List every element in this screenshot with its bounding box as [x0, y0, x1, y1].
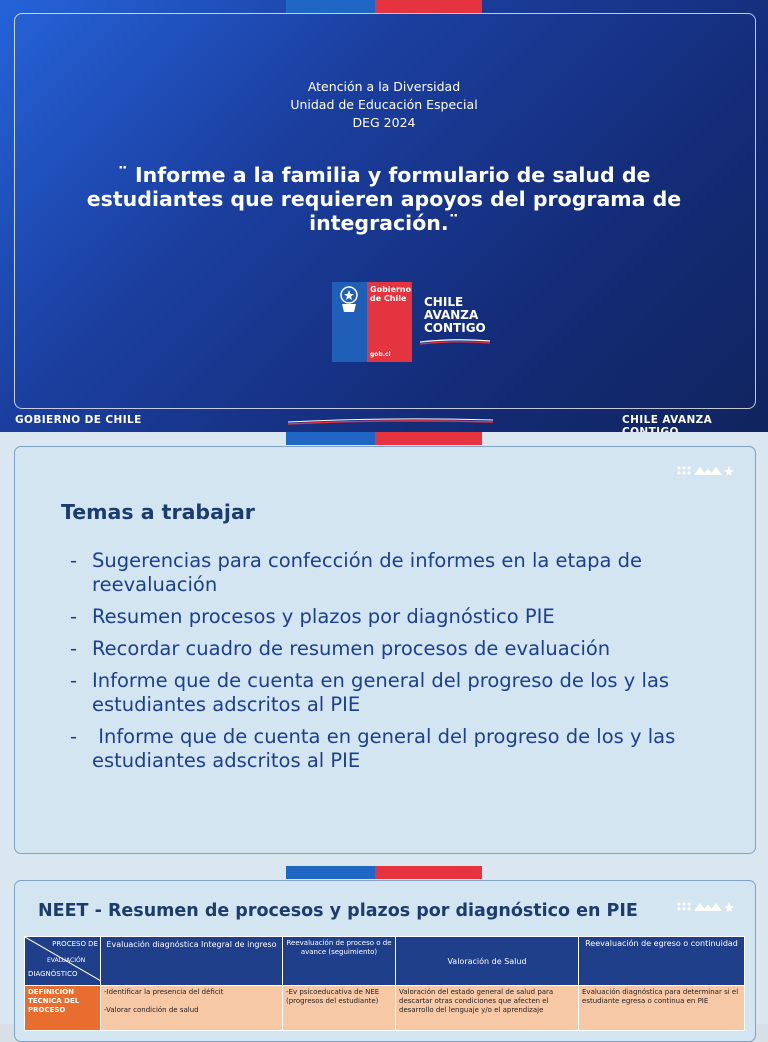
decor-pattern-icon	[676, 464, 736, 476]
list-item: - Sugerencias para confección de informes en la etapa de reevaluación	[70, 549, 642, 596]
title-line-3: integración.¨	[309, 211, 459, 235]
flag-stripe	[286, 866, 482, 879]
list-item: - Informe que de cuenta en general del progreso de los y las estudiantes adscritos al PIE	[70, 669, 670, 716]
table-cell: Evaluación diagnóstica para determinar si el estudiante egresa o continua en PIE	[579, 986, 745, 1031]
logo-line-2: de Chile	[370, 294, 407, 303]
title-line-2: estudiantes que requieren apoyos del programa de	[86, 187, 682, 211]
list-item: - Informe que de cuenta en general del progreso de los y las estudiantes adscritos al PIE	[70, 725, 682, 772]
column-header: Valoración de Salud	[396, 937, 579, 986]
neet-table	[24, 936, 745, 1031]
logo-site: gob.cl	[370, 351, 391, 358]
slogan-line-3: CONTIGO	[424, 321, 486, 335]
slogan-line-1: CHILE	[424, 295, 464, 309]
list-item: - Recordar cuadro de resumen procesos de evaluación	[70, 637, 611, 660]
topics-slide	[0, 432, 768, 866]
slogan-line-2: AVANZA	[424, 308, 479, 322]
corner-label-top: PROCESO DE	[52, 940, 98, 948]
logo-red-panel	[367, 282, 412, 362]
row-label: DEFINICIÓN TÉCNICA DEL PROCESO	[25, 986, 101, 1031]
table-header-row	[25, 937, 745, 986]
table-cell: -Identificar la presencia del déficit -Valorar condición de salud	[101, 986, 283, 1031]
title-slide	[0, 0, 768, 432]
slide-heading: NEET - Resumen de procesos y plazos por diagnóstico en PIE	[38, 901, 638, 921]
column-header: Reevaluación de egreso o continuidad	[579, 937, 745, 986]
table-cell: -Ev psicoeducativa de NEE (progresos del estudiante)	[283, 986, 396, 1031]
corner-label-mid: EVALUACIÓN	[47, 957, 86, 964]
table-cell: Valoración del estado general de salud para descartar otras condiciones que afecten el desarrollo del lenguaje y/o el aprendizaje	[396, 986, 579, 1031]
footer-swoosh-icon	[288, 417, 493, 425]
flag-stripe	[286, 432, 482, 445]
logo-blue-panel	[332, 282, 367, 362]
neet-slide	[0, 866, 768, 1024]
footer-right: CHILE AVANZA	[622, 414, 713, 426]
title-line-1: ¨ Informe a la familia y formulario de salud de	[117, 163, 651, 187]
coat-of-arms-icon	[332, 282, 367, 322]
subtitle-line-2: Unidad de Educación Especial	[290, 97, 478, 112]
footer-left: GOBIERNO DE CHILE	[15, 414, 142, 426]
decor-pattern-icon	[676, 900, 736, 912]
list-item: - Resumen procesos y plazos por diagnóstico PIE	[70, 605, 555, 628]
column-header: Reevaluación de proceso o de avance (seguimiento)	[283, 937, 396, 986]
slogan-swoosh-icon	[420, 339, 490, 345]
header-corner	[25, 937, 101, 986]
slogan	[424, 296, 486, 335]
logo-line-1: Gobierno	[370, 285, 412, 294]
slide-title	[50, 163, 718, 235]
gobierno-logo	[332, 282, 412, 362]
subtitle-line-1: Atención a la Diversidad	[307, 79, 461, 94]
slide-heading: Temas a trabajar	[61, 500, 255, 524]
column-header: Evaluación diagnóstica Integral de ingreso	[101, 937, 283, 986]
subtitle-line-3: DEG 2024	[352, 115, 416, 130]
topics-list	[70, 549, 730, 781]
flag-stripe	[286, 0, 482, 13]
corner-label-bottom: DIAGNÓSTICO	[28, 970, 78, 978]
